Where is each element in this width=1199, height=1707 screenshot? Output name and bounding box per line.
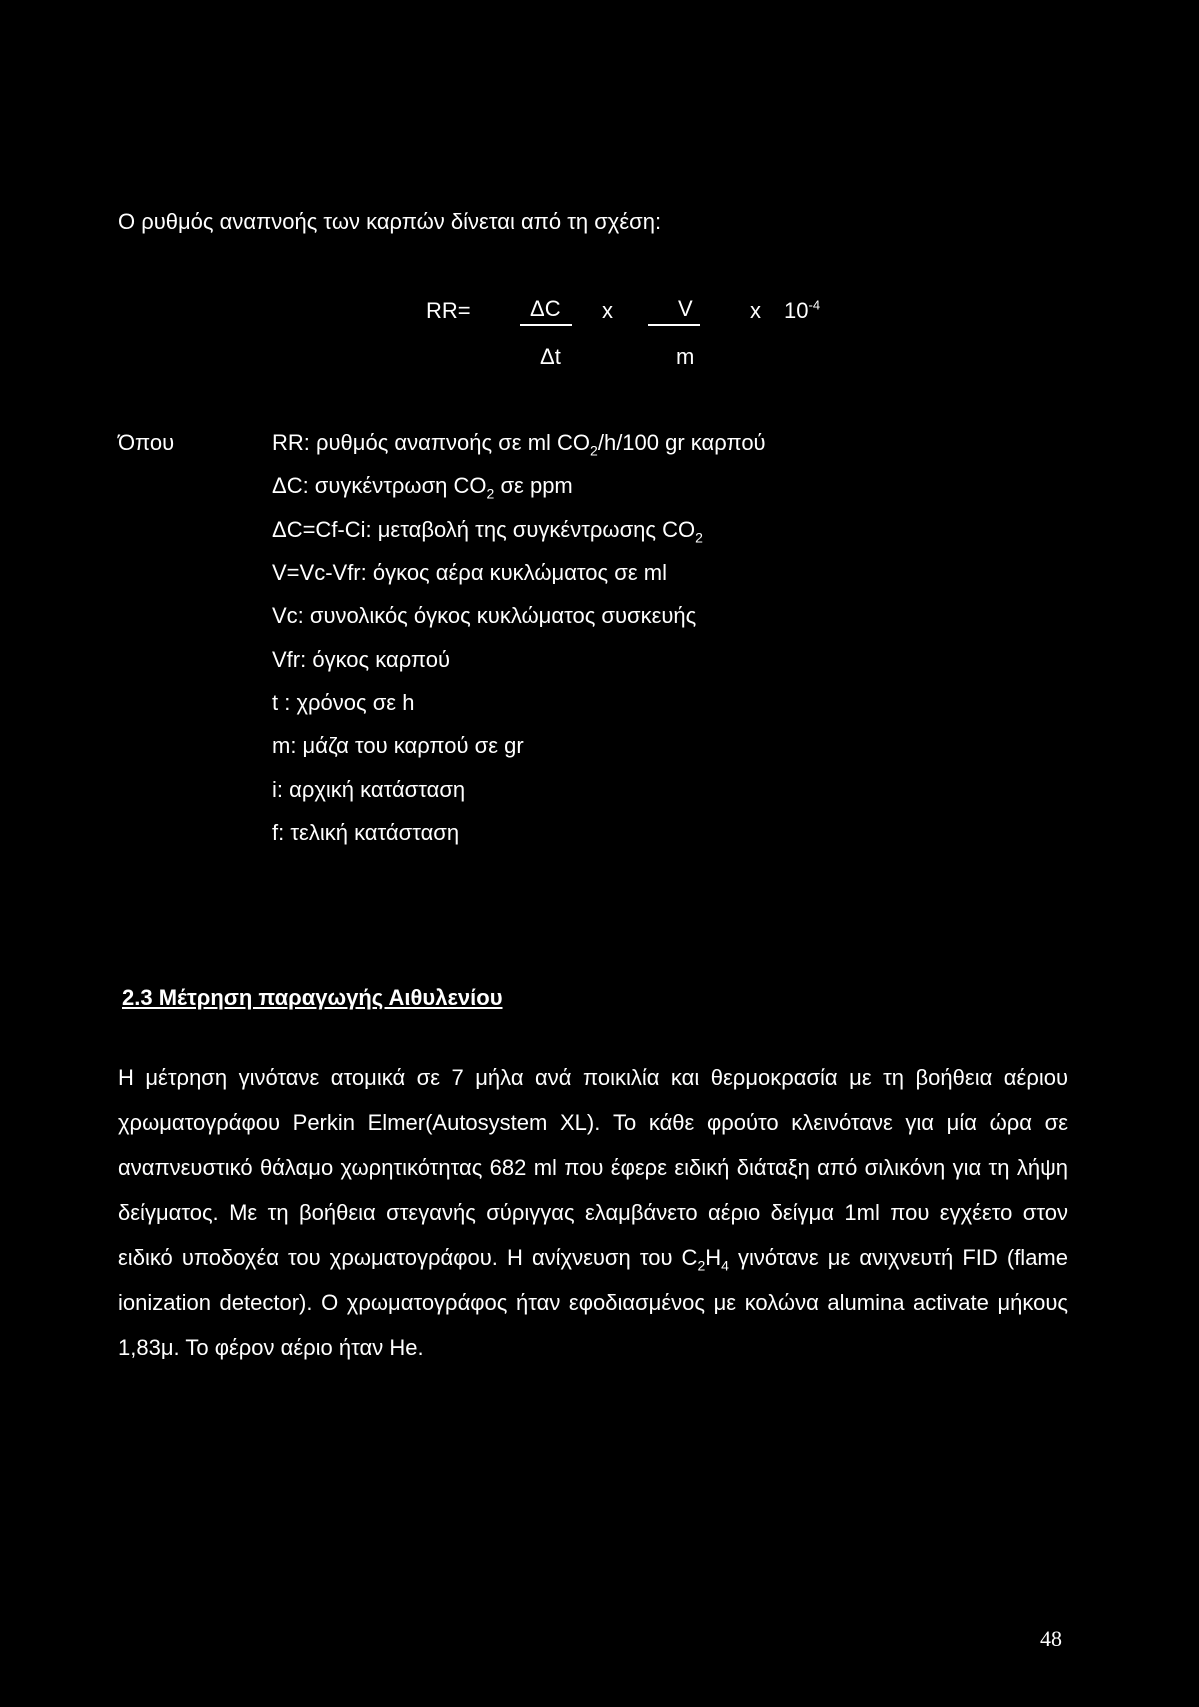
formula-denominator-2: m	[676, 344, 695, 369]
power-base: 10	[784, 298, 809, 323]
definition-item: RR: ρυθμός αναπνοής σε ml $CO_2/h/100$ gr καρπού	[272, 430, 766, 459]
definition-item: ΔC: συγκέντρωση $CO_2$ σε ppm	[272, 473, 573, 502]
formula-times-1: x	[602, 298, 613, 323]
definition-item: ΔC=Cf-Ci: μεταβολή της συγκέντρωσης $CO_2$	[272, 517, 703, 546]
where-label: Όπου	[118, 430, 175, 455]
definition-item: V=Vc-Vfr: όγκος αέρα κυκλώματος σε ml	[272, 560, 667, 585]
intro-text: Ο ρυθμός αναπνοής των καρπών δίνεται από τη σχέση:	[118, 209, 662, 234]
body-paragraph: Η μέτρηση γινότανε ατομικά σε 7 μήλα ανά ποικιλία και θερμοκρασία με τη βοήθεια αέριου χρωματογράφου Perkin Elmer(Autosystem XL). Το κάθε φρούτο κλεινότανε για μία ώρα σε αναπνευστικό θάλαμο χωρητικότητας 682 ml που έφερε ειδική διάταξη από σιλικόνη για τη λήψη δείγματος. Με τη βοήθεια στεγανής σύριγγας ελαμβάνετο αέριο δείγμα 1ml που εγχέετο στον ειδικό υποδοχέα του χρωματογράφου. Η ανίχνευση του $C_2H_4$ γινότανε με ανιχνευτή FID (flame ionization detector). Ο χρωματογράφος ήταν εφοδιασμένος με κολώνα alumina activate μήκους 1,83μ. Το φέρον αέριο ήταν He.	[118, 1065, 1068, 1360]
definition-item: Vc: συνολικός όγκος κυκλώματος συσκευής	[272, 603, 697, 628]
fraction-bar-1	[520, 324, 572, 326]
formula-power	[784, 298, 820, 324]
formula-times-2: x	[750, 298, 761, 323]
definition-item: i: αρχική κατάσταση	[272, 777, 466, 802]
section-heading: 2.3 Μέτρηση παραγωγής Αιθυλενίου	[122, 985, 503, 1010]
formula-denominator-1: Δt	[540, 344, 561, 369]
formula-numerator-1: ΔC	[530, 296, 561, 321]
fraction-bar-2	[648, 324, 700, 326]
definition-item: m: μάζα του καρπού σε gr	[272, 733, 524, 758]
definition-item: t : χρόνος σε h	[272, 690, 415, 715]
page-number: 48	[1040, 1626, 1062, 1651]
formula-numerator-2: V	[678, 296, 693, 321]
power-exponent: -4	[808, 297, 821, 313]
definition-item: Vfr: όγκος καρπού	[272, 647, 451, 672]
definition-item: f: τελική κατάσταση	[272, 820, 460, 845]
formula-lhs: RR=	[426, 298, 471, 323]
